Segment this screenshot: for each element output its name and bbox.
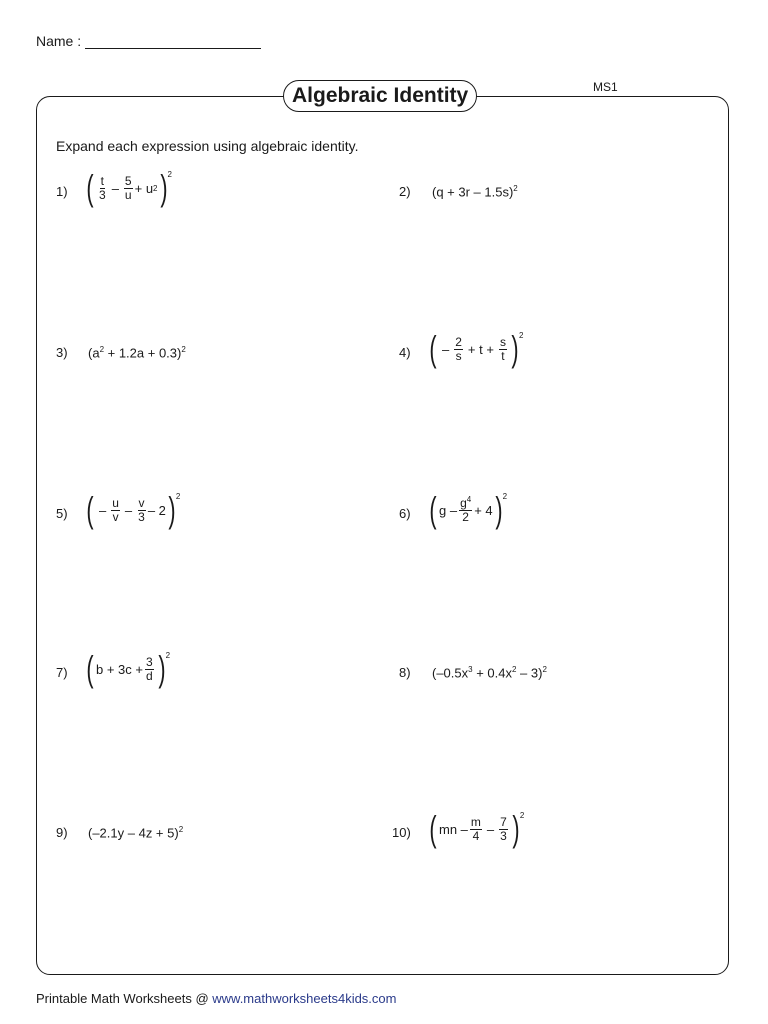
term: + t + (467, 341, 494, 357)
outer-exponent: 2 (513, 184, 518, 193)
numerator: u (112, 495, 119, 510)
denominator: 3 (99, 187, 106, 202)
operator: – (442, 341, 450, 357)
fraction (145, 656, 154, 682)
problem-3-expression (88, 345, 186, 360)
term: (a (88, 345, 100, 361)
problem-8-expression (432, 665, 547, 680)
term: mn – (439, 821, 468, 837)
outer-exponent: 2 (175, 492, 181, 501)
numerator-base: g (460, 496, 467, 511)
denominator: t (501, 348, 505, 363)
problem-1-number: 1) (56, 184, 68, 199)
term: g – (439, 502, 458, 518)
fraction (124, 175, 133, 201)
problem-10-number: 10) (392, 825, 411, 840)
outer-exponent: 2 (165, 651, 171, 660)
problem-7-number: 7) (56, 665, 68, 680)
denominator: s (455, 348, 462, 363)
operator: – (111, 180, 119, 196)
open-paren: ( (86, 167, 94, 208)
outer-exponent: 2 (502, 492, 508, 501)
exponent: 4 (466, 495, 472, 505)
open-paren: ( (429, 808, 437, 849)
term: + 0.4x (472, 665, 512, 681)
instructions: Expand each expression using algebraic identity. (56, 138, 359, 154)
worksheet-title: Algebraic Identity (283, 80, 477, 112)
open-paren: ( (86, 489, 94, 530)
operator: – (124, 502, 133, 518)
outer-exponent: 2 (181, 345, 186, 354)
problem-1-expression (84, 167, 172, 208)
problem-8-number: 8) (399, 665, 411, 680)
close-paren: ) (512, 808, 520, 849)
problem-2-number: 2) (399, 184, 411, 199)
numerator: s (499, 334, 506, 349)
problem-7-expression (84, 648, 171, 689)
problem-5-expression (84, 489, 181, 530)
fraction (454, 336, 463, 362)
numerator: m (470, 814, 481, 829)
exponent: 3 (468, 665, 473, 674)
name-row (36, 33, 261, 49)
fraction (459, 496, 472, 523)
term: – 2 (147, 502, 166, 518)
denominator: u (124, 187, 132, 202)
numerator: 3 (145, 654, 153, 669)
numerator: 7 (500, 814, 507, 829)
problem-9-expression (88, 825, 183, 840)
term: + u (134, 180, 154, 196)
open-paren: ( (86, 648, 94, 689)
footer-label: Printable Math Worksheets @ (36, 991, 213, 1006)
operator: – (486, 821, 495, 837)
close-paren: ) (511, 328, 519, 369)
footer (36, 991, 396, 1006)
close-paren: ) (158, 648, 166, 689)
problem-4-expression (427, 328, 524, 369)
problem-3-number: 3) (56, 345, 68, 360)
denominator: 2 (462, 510, 469, 524)
fraction (499, 816, 508, 842)
numerator: v (138, 495, 145, 510)
fraction (470, 816, 482, 842)
denominator: 3 (500, 828, 507, 843)
term: (q + 3r – 1.5s) (432, 184, 514, 200)
numerator: t (100, 173, 105, 188)
numerator: 5 (124, 173, 132, 188)
fraction (499, 336, 507, 362)
term: (–0.5x (432, 665, 469, 681)
exponent: 2 (511, 665, 517, 674)
fraction (98, 175, 107, 201)
outer-exponent: 2 (519, 811, 525, 820)
term: + 4 (474, 502, 493, 518)
name-line[interactable] (85, 34, 261, 49)
operator: – (99, 502, 107, 518)
exponent: 2 (153, 183, 158, 193)
worksheet-frame (36, 96, 729, 975)
numerator: 2 (455, 334, 462, 349)
denominator: 4 (472, 828, 480, 843)
problem-6-expression (427, 489, 508, 530)
outer-exponent: 2 (518, 331, 524, 340)
term: – 3) (516, 665, 543, 681)
name-label: Name : (36, 33, 82, 49)
problem-6-number: 6) (399, 506, 411, 521)
footer-link[interactable]: www.mathworksheets4kids.com (212, 991, 397, 1006)
problem-10-expression (427, 808, 525, 849)
fraction (137, 497, 146, 523)
denominator: v (112, 509, 119, 524)
term: b + 3c + (96, 661, 143, 677)
denominator: 3 (138, 509, 145, 524)
term: + 1.2a + 0.3) (104, 345, 182, 361)
problem-2-expression (432, 184, 518, 199)
close-paren: ) (168, 489, 176, 530)
open-paren: ( (429, 489, 437, 530)
term: (–2.1y – 4z + 5) (88, 825, 179, 841)
fraction (111, 497, 120, 523)
close-paren: ) (495, 489, 503, 530)
numerator (459, 496, 472, 511)
problem-5-number: 5) (56, 506, 68, 521)
problem-9-number: 9) (56, 825, 68, 840)
open-paren: ( (429, 328, 437, 369)
outer-exponent: 2 (178, 825, 184, 834)
denominator: d (145, 668, 153, 683)
problem-4-number: 4) (399, 345, 411, 360)
outer-exponent: 2 (167, 170, 172, 179)
exponent: 2 (99, 345, 105, 354)
worksheet-code: MS1 (593, 80, 618, 94)
close-paren: ) (159, 167, 168, 208)
outer-exponent: 2 (542, 665, 547, 674)
